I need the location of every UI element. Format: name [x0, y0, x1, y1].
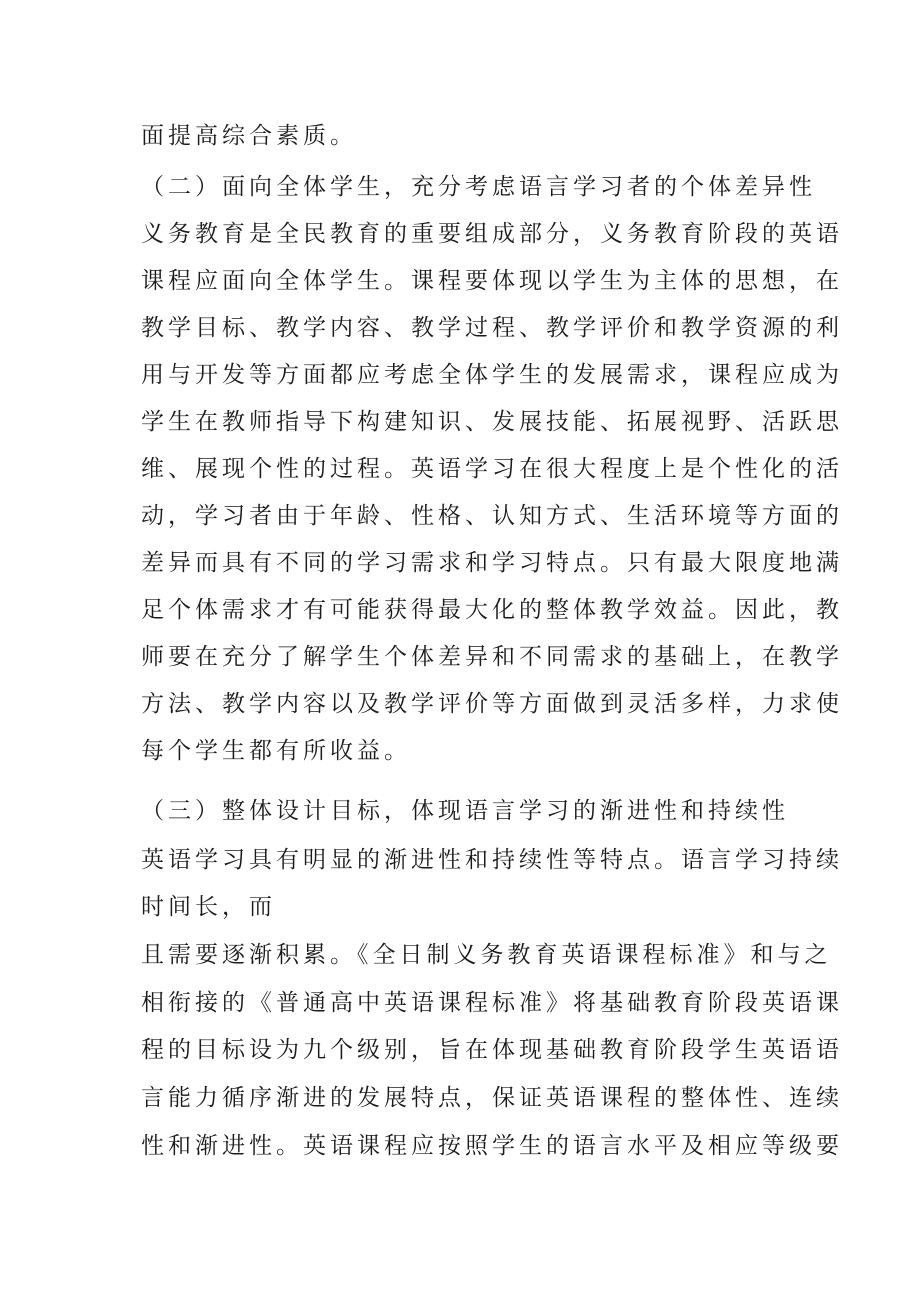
text-line: 动，学习者由于年龄、性格、认知方式、生活环境等方面的: [141, 503, 843, 529]
section-heading: （二）面向全体学生，充分考虑语言学习者的个体差异性: [141, 174, 816, 200]
text-line: 且需要逐渐积累。《全日制义务教育英语课程标准》和与之: [141, 942, 832, 968]
text-line: 方法、教学内容以及教学评价等方面做到灵活多样，力求使: [141, 691, 843, 717]
section-heading: （三）整体设计目标，体现语言学习的渐进性和持续性: [141, 798, 789, 824]
text-line: 足个体需求才有可能获得最大化的整体教学效益。因此，教: [141, 597, 843, 623]
text-line: 用与开发等方面都应考虑全体学生的发展需求，课程应成为: [141, 362, 843, 388]
text-line: 面提高综合素质。: [141, 123, 357, 149]
text-line: 差异而具有不同的学习需求和学习特点。只有最大限度地满: [141, 550, 843, 576]
text-line: 教学目标、教学内容、教学过程、教学评价和教学资源的利: [141, 315, 843, 341]
text-line: 每个学生都有所收益。: [141, 738, 411, 764]
text-line: 时间长，而: [141, 894, 276, 920]
text-line: 相衔接的《普通高中英语课程标准》将基础教育阶段英语课: [141, 990, 843, 1016]
text-line: 英语学习具有明显的渐进性和持续性等特点。语言学习持续: [141, 847, 843, 873]
text-line: 师要在充分了解学生个体差异和不同需求的基础上，在教学: [141, 644, 843, 670]
text-line: 言能力循序渐进的发展特点，保证英语课程的整体性、连续: [141, 1085, 843, 1111]
text-line: 义务教育是全民教育的重要组成部分，义务教育阶段的英语: [141, 221, 843, 247]
text-line: 程的目标设为九个级别，旨在体现基础教育阶段学生英语语: [141, 1037, 843, 1063]
text-line: 性和渐进性。英语课程应按照学生的语言水平及相应等级要: [141, 1133, 843, 1159]
text-line: 维、展现个性的过程。英语学习在很大程度上是个性化的活: [141, 456, 843, 482]
text-line: 学生在教师指导下构建知识、发展技能、拓展视野、活跃思: [141, 409, 843, 435]
text-line: 课程应面向全体学生。课程要体现以学生为主体的思想，在: [141, 268, 843, 294]
